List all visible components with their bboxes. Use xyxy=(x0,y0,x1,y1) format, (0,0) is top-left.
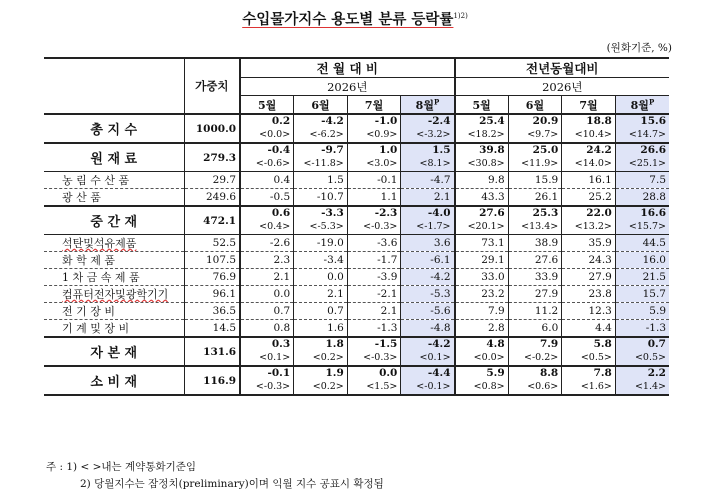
row-weight: 96.1 xyxy=(184,286,240,303)
month-header: 5월 xyxy=(455,96,509,115)
contract-currency-value: <0.5> xyxy=(615,350,669,366)
table-row xyxy=(44,303,669,320)
value-cell: -3.3 xyxy=(294,206,348,219)
contract-currency-value: <14.0> xyxy=(562,156,616,172)
table-row xyxy=(44,269,669,286)
contract-currency-value: <-0.3> xyxy=(347,350,401,366)
value-cell: 43.3 xyxy=(455,189,509,207)
value-cell: -0.5 xyxy=(240,189,294,207)
contract-currency-value: <3.0> xyxy=(347,156,401,172)
contract-currency-value: <8.1> xyxy=(401,156,455,172)
contract-currency-value: <1.5> xyxy=(347,379,401,395)
value-cell: 8.8 xyxy=(508,366,562,379)
contract-currency-value: <-1.7> xyxy=(401,219,455,235)
contract-currency-value: <20.1> xyxy=(455,219,509,235)
contract-currency-value: <-0.3> xyxy=(347,219,401,235)
table-row xyxy=(44,206,669,219)
value-cell: 7.5 xyxy=(615,172,669,189)
value-cell: -3.6 xyxy=(347,235,401,252)
value-cell: 15.6 xyxy=(615,114,669,127)
value-cell: 7.8 xyxy=(562,366,616,379)
value-cell: -0.1 xyxy=(347,172,401,189)
footnote-2: 2) 당월지수는 잠정치(preliminary)이며 익월 지수 공표시 확정됨 xyxy=(80,478,384,490)
row-weight: 131.6 xyxy=(184,337,240,366)
value-cell: -10.7 xyxy=(294,189,348,207)
value-cell: 23.8 xyxy=(562,286,616,303)
row-weight: 36.5 xyxy=(184,303,240,320)
contract-currency-value: <0.1> xyxy=(240,350,294,366)
table-row xyxy=(44,252,669,269)
contract-currency-value: <-5.3> xyxy=(294,219,348,235)
row-label: 광 산 품 xyxy=(44,189,184,207)
value-cell: 18.8 xyxy=(562,114,616,127)
value-cell: -4.2 xyxy=(401,337,455,350)
value-cell: 0.3 xyxy=(240,337,294,350)
contract-currency-value: <11.9> xyxy=(508,156,562,172)
row-label: 중 간 재 xyxy=(44,206,184,235)
value-cell: 24.2 xyxy=(562,143,616,156)
value-cell: -1.3 xyxy=(615,320,669,338)
value-cell: -1.5 xyxy=(347,337,401,350)
month-header: 7월 xyxy=(347,96,401,115)
unit-label: (원화기준, %) xyxy=(606,42,672,54)
value-cell: -1.3 xyxy=(347,320,401,338)
row-label: 전 기 장 비 xyxy=(44,303,184,320)
value-cell: 1.1 xyxy=(347,189,401,207)
table-row xyxy=(44,114,669,127)
value-cell: 25.0 xyxy=(508,143,562,156)
value-cell: 3.6 xyxy=(401,235,455,252)
value-cell: -2.6 xyxy=(240,235,294,252)
value-cell: -2.1 xyxy=(347,286,401,303)
value-cell: -5.3 xyxy=(401,286,455,303)
value-cell: 16.0 xyxy=(615,252,669,269)
contract-currency-value: <1.4> xyxy=(615,379,669,395)
row-label: 1 차 금 속 제 품 xyxy=(44,269,184,286)
value-cell: 0.6 xyxy=(240,206,294,219)
value-cell: -3.4 xyxy=(294,252,348,269)
title-text: 수입물가지수 용도별 분류 등락률 xyxy=(242,11,454,28)
contract-currency-value: <-0.1> xyxy=(401,379,455,395)
value-cell: 15.9 xyxy=(508,172,562,189)
value-cell: -4.4 xyxy=(401,366,455,379)
value-cell: 21.5 xyxy=(615,269,669,286)
value-cell: 2.1 xyxy=(347,303,401,320)
month-header: 6월 xyxy=(508,96,562,115)
value-cell: 15.7 xyxy=(615,286,669,303)
value-cell: 25.2 xyxy=(562,189,616,207)
contract-currency-value: <0.1> xyxy=(401,350,455,366)
value-cell: 35.9 xyxy=(562,235,616,252)
value-cell: 73.1 xyxy=(455,235,509,252)
contract-currency-value: <0.2> xyxy=(294,379,348,395)
value-cell: 38.9 xyxy=(508,235,562,252)
value-cell: 5.8 xyxy=(562,337,616,350)
value-cell: 26.6 xyxy=(615,143,669,156)
row-label: 화 학 제 품 xyxy=(44,252,184,269)
contract-currency-value: <0.8> xyxy=(455,379,509,395)
table-row xyxy=(44,286,669,303)
row-label: 소 비 재 xyxy=(44,366,184,395)
value-cell: -4.8 xyxy=(401,320,455,338)
row-weight: 14.5 xyxy=(184,320,240,338)
value-cell: 5.9 xyxy=(615,303,669,320)
value-cell: 6.0 xyxy=(508,320,562,338)
contract-currency-value: <0.5> xyxy=(562,350,616,366)
value-cell: -1.7 xyxy=(347,252,401,269)
value-cell: 27.6 xyxy=(508,252,562,269)
value-cell: 16.6 xyxy=(615,206,669,219)
value-cell: -0.4 xyxy=(240,143,294,156)
value-cell: -2.3 xyxy=(347,206,401,219)
value-cell: -5.6 xyxy=(401,303,455,320)
value-cell: 0.7 xyxy=(240,303,294,320)
value-cell: -4.2 xyxy=(294,114,348,127)
value-cell: 28.8 xyxy=(615,189,669,207)
value-cell: 4.4 xyxy=(562,320,616,338)
row-label: 원 재 료 xyxy=(44,143,184,172)
contract-currency-value: <0.0> xyxy=(240,127,294,143)
table-row xyxy=(44,143,669,156)
value-cell: 26.1 xyxy=(508,189,562,207)
contract-currency-value: <10.4> xyxy=(562,127,616,143)
value-cell: -19.0 xyxy=(294,235,348,252)
row-weight: 116.9 xyxy=(184,366,240,395)
value-cell: 0.4 xyxy=(240,172,294,189)
value-cell: 0.7 xyxy=(615,337,669,350)
table-row xyxy=(44,189,669,207)
value-cell: 9.8 xyxy=(455,172,509,189)
value-cell: -0.1 xyxy=(240,366,294,379)
value-cell: 27.9 xyxy=(562,269,616,286)
row-weight: 107.5 xyxy=(184,252,240,269)
contract-currency-value: <-0.2> xyxy=(508,350,562,366)
contract-currency-value: <13.2> xyxy=(562,219,616,235)
row-weight: 249.6 xyxy=(184,189,240,207)
value-cell: 29.1 xyxy=(455,252,509,269)
value-cell: 2.1 xyxy=(401,189,455,207)
value-cell: 2.2 xyxy=(615,366,669,379)
row-label: 기 계 및 장 비 xyxy=(44,320,184,338)
value-cell: -4.7 xyxy=(401,172,455,189)
table-row xyxy=(44,235,669,252)
value-cell: -4.2 xyxy=(401,269,455,286)
contract-currency-value: <-6.2> xyxy=(294,127,348,143)
mom-year: 2026년 xyxy=(240,78,454,96)
value-cell: 2.3 xyxy=(240,252,294,269)
value-cell: 0.2 xyxy=(240,114,294,127)
title-footnote-mark: 1)2) xyxy=(453,12,468,21)
value-cell: 7.9 xyxy=(455,303,509,320)
row-label: 석탄및석유제품 xyxy=(44,235,184,252)
value-cell: 39.8 xyxy=(455,143,509,156)
mom-header: 전 월 대 비 xyxy=(240,58,454,78)
value-cell: 1.0 xyxy=(347,143,401,156)
table-row xyxy=(44,320,669,338)
month-header-current: 8월$^P$ xyxy=(615,96,669,115)
value-cell: 1.8 xyxy=(294,337,348,350)
value-cell: 0.0 xyxy=(347,366,401,379)
value-cell: -6.1 xyxy=(401,252,455,269)
contract-currency-value: <30.8> xyxy=(455,156,509,172)
value-cell: 1.5 xyxy=(294,172,348,189)
value-cell: 0.0 xyxy=(294,269,348,286)
value-cell: -4.0 xyxy=(401,206,455,219)
contract-currency-value: <0.9> xyxy=(347,127,401,143)
table-row xyxy=(44,366,669,379)
value-cell: 0.8 xyxy=(240,320,294,338)
value-cell: 22.0 xyxy=(562,206,616,219)
value-cell: 16.1 xyxy=(562,172,616,189)
value-cell: 25.3 xyxy=(508,206,562,219)
contract-currency-value: <1.6> xyxy=(562,379,616,395)
contract-currency-value: <25.1> xyxy=(615,156,669,172)
yoy-header: 전년동월대비 xyxy=(455,58,669,78)
value-cell: 11.2 xyxy=(508,303,562,320)
contract-currency-value: <0.2> xyxy=(294,350,348,366)
month-header: 6월 xyxy=(294,96,348,115)
value-cell: 27.9 xyxy=(508,286,562,303)
value-cell: -3.9 xyxy=(347,269,401,286)
value-cell: 0.0 xyxy=(240,286,294,303)
table-row xyxy=(44,337,669,350)
contract-currency-value: <-0.6> xyxy=(240,156,294,172)
value-cell: 1.5 xyxy=(401,143,455,156)
contract-currency-value: <0.0> xyxy=(455,350,509,366)
value-cell: 33.0 xyxy=(455,269,509,286)
value-cell: 4.8 xyxy=(455,337,509,350)
row-label: 컴퓨터전자및광학기기 xyxy=(44,286,184,303)
value-cell: -1.0 xyxy=(347,114,401,127)
value-cell: 2.8 xyxy=(455,320,509,338)
value-cell: 1.9 xyxy=(294,366,348,379)
value-cell: 5.9 xyxy=(455,366,509,379)
contract-currency-value: <15.7> xyxy=(615,219,669,235)
row-weight: 472.1 xyxy=(184,206,240,235)
month-header-current: 8월$^P$ xyxy=(401,96,455,115)
row-weight: 76.9 xyxy=(184,269,240,286)
weight-header: 가중치 xyxy=(184,58,240,114)
row-label: 자 본 재 xyxy=(44,337,184,366)
row-weight: 29.7 xyxy=(184,172,240,189)
contract-currency-value: <13.4> xyxy=(508,219,562,235)
row-label: 총 지 수 xyxy=(44,114,184,143)
month-header: 7월 xyxy=(562,96,616,115)
row-weight: 1000.0 xyxy=(184,114,240,143)
contract-currency-value: <18.2> xyxy=(455,127,509,143)
value-cell: 20.9 xyxy=(508,114,562,127)
value-cell: -9.7 xyxy=(294,143,348,156)
table-row xyxy=(44,172,669,189)
contract-currency-value: <-3.2> xyxy=(401,127,455,143)
value-cell: 0.7 xyxy=(294,303,348,320)
contract-currency-value: <-11.8> xyxy=(294,156,348,172)
value-cell: 33.9 xyxy=(508,269,562,286)
value-cell: 1.6 xyxy=(294,320,348,338)
footnotes xyxy=(46,459,384,493)
value-cell: 44.5 xyxy=(615,235,669,252)
contract-currency-value: <0.4> xyxy=(240,219,294,235)
footnote-1: 주 : 1) < >내는 계약통화기준임 xyxy=(46,461,197,473)
row-label: 농 림 수 산 품 xyxy=(44,172,184,189)
value-cell: 25.4 xyxy=(455,114,509,127)
label-header-blank xyxy=(44,58,184,114)
value-cell: 23.2 xyxy=(455,286,509,303)
value-cell: -2.4 xyxy=(401,114,455,127)
value-cell: 2.1 xyxy=(240,269,294,286)
value-cell: 7.9 xyxy=(508,337,562,350)
month-header: 5월 xyxy=(240,96,294,115)
value-cell: 24.3 xyxy=(562,252,616,269)
value-cell: 2.1 xyxy=(294,286,348,303)
price-index-table xyxy=(44,57,669,396)
contract-currency-value: <9.7> xyxy=(508,127,562,143)
contract-currency-value: <-0.3> xyxy=(240,379,294,395)
yoy-year: 2026년 xyxy=(455,78,669,96)
table-title xyxy=(0,8,710,29)
value-cell: 12.3 xyxy=(562,303,616,320)
value-cell: 27.6 xyxy=(455,206,509,219)
contract-currency-value: <14.7> xyxy=(615,127,669,143)
row-weight: 279.3 xyxy=(184,143,240,172)
contract-currency-value: <0.6> xyxy=(508,379,562,395)
row-weight: 52.5 xyxy=(184,235,240,252)
